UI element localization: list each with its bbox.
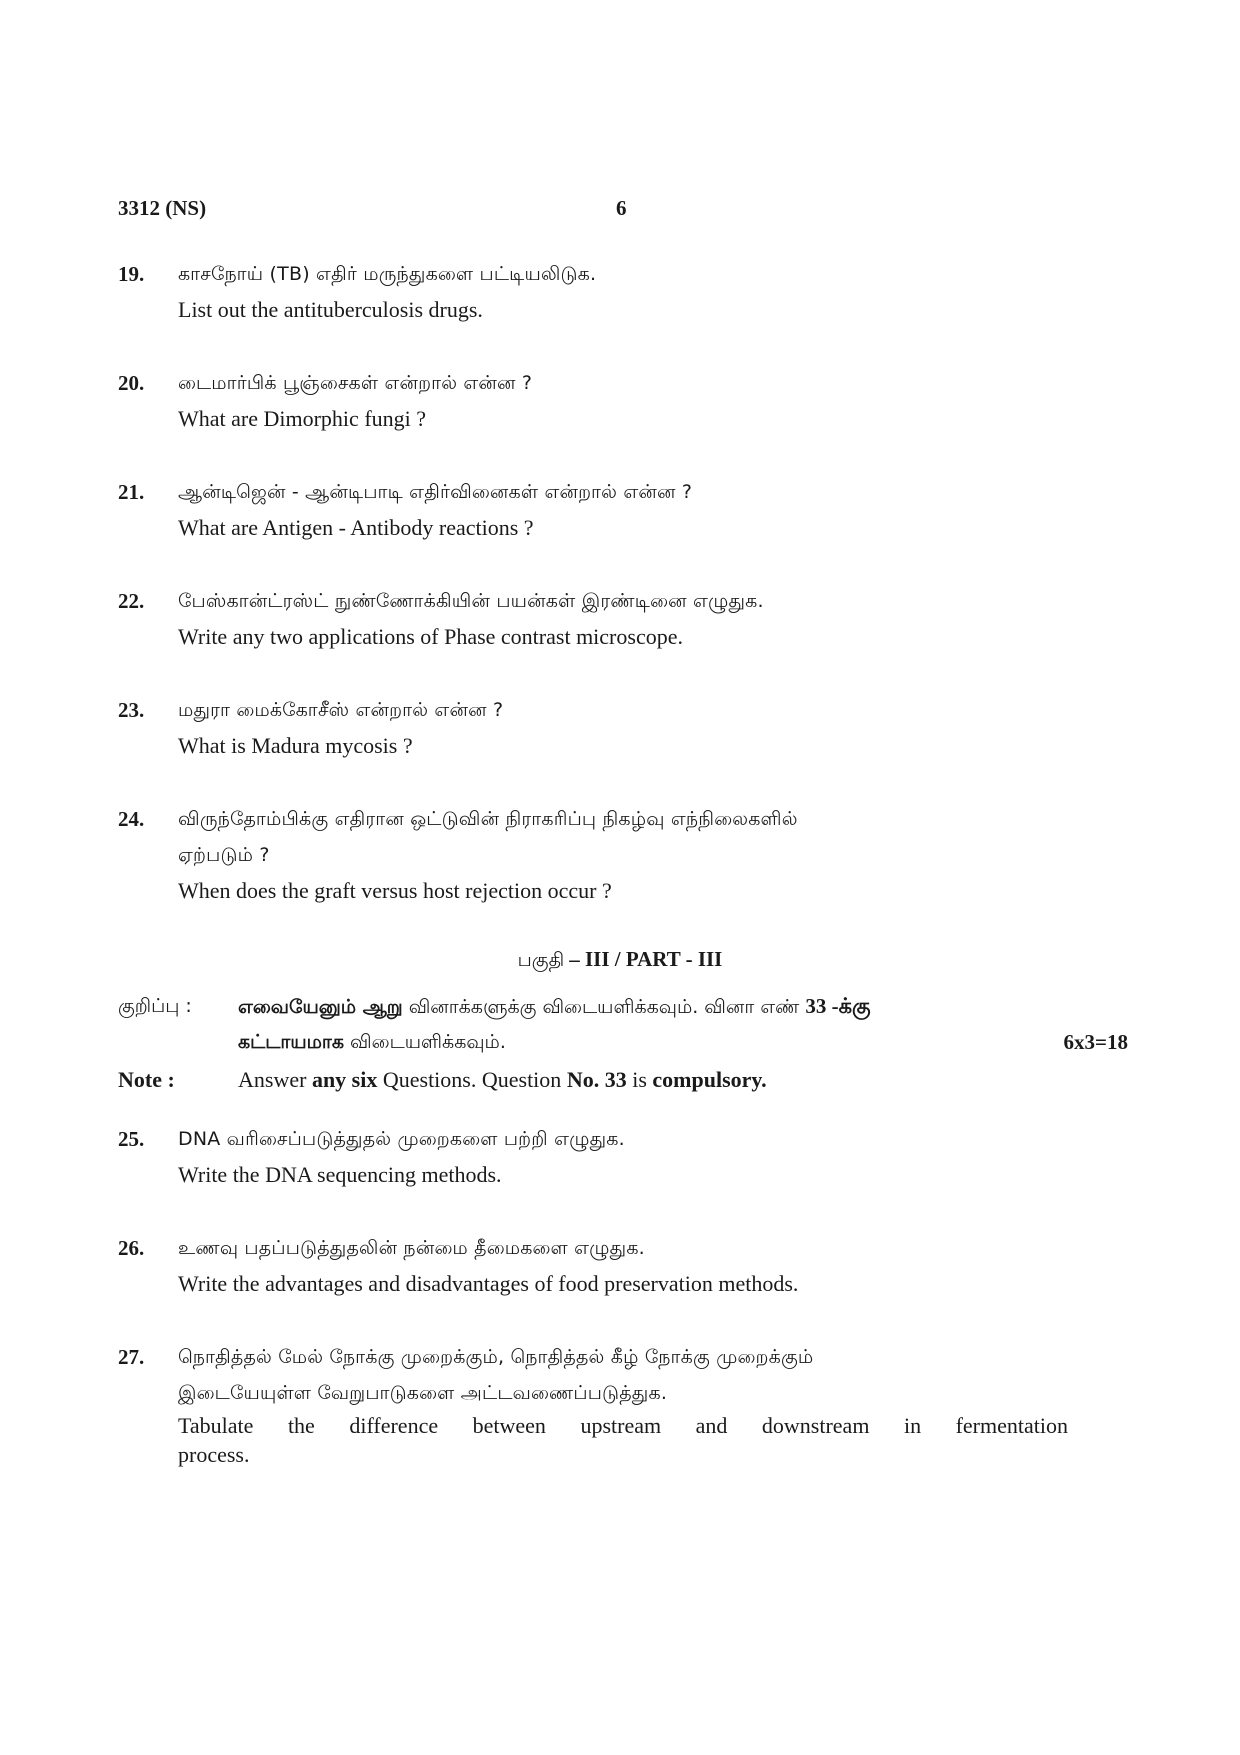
question-text-tamil-line-2: இடையேயுள்ள வேறுபாடுகளை அட்டவணைப்படுத்துக. [178, 1382, 668, 1404]
question-text-english: Write the DNA sequencing methods. [178, 1162, 502, 1187]
note-english-row [118, 1062, 1128, 1098]
question-text-tamil-line-1: விருந்தோம்பிக்கு எதிரான ஒட்டுவின் நிராகரிப்பு நிகழ்வு எந்நிலைகளில் [178, 808, 798, 830]
part-heading-english: – III / PART - III [569, 947, 723, 971]
note-block [118, 988, 1128, 1098]
question-number: 21. [118, 480, 145, 504]
question-text-english: What are Dimorphic fungi ? [178, 406, 427, 431]
note-tamil-row-1 [118, 988, 1128, 1024]
note-emphasis: No. 33 [566, 1067, 627, 1092]
question-text-english: When does the graft versus host rejection occur ? [178, 878, 612, 903]
page-header [118, 196, 1118, 226]
note-text: Questions. Question [382, 1067, 562, 1092]
question-text-tamil: ஆன்டிஜென் - ஆன்டிபாடி எதிர்வினைகள் என்றால் என்ன ? [178, 481, 693, 503]
note-label-tamil: குறிப்பு : [118, 995, 192, 1017]
question-number: 26. [118, 1236, 145, 1260]
note-emphasis: கட்டாயமாக [238, 1031, 344, 1053]
question-text-english: What is Madura mycosis ? [178, 733, 413, 758]
paper-code: 3312 (NS) [118, 196, 207, 220]
marks-scheme: 6x3=18 [1063, 1030, 1128, 1054]
note-emphasis: எவையேனும் ஆறு [238, 996, 403, 1018]
question-number: 25. [118, 1127, 145, 1151]
question-text-english: What are Antigen - Antibody reactions ? [178, 515, 534, 540]
note-text-tamil-2 [238, 1024, 1098, 1060]
note-text: Answer [238, 1067, 307, 1092]
part-heading-tamil: பகுதி [517, 949, 565, 971]
note-question-number: 33 -க்கு [805, 994, 871, 1018]
question-text-english: Write any two applications of Phase contrast microscope. [178, 624, 683, 649]
question-text-tamil: பேஸ்கான்ட்ரஸ்ட் நுண்ணோக்கியின் பயன்கள் இரண்டினை எழுதுக. [178, 590, 764, 612]
note-text: is [632, 1067, 647, 1092]
question-number: 20. [118, 371, 145, 395]
question-text-tamil: டைமார்பிக் பூஞ்சைகள் என்றால் என்ன ? [178, 372, 533, 394]
question-number: 24. [118, 807, 145, 831]
question-text-tamil: DNA வரிசைப்படுத்துதல் முறைகளை பற்றி எழுதுக. [178, 1128, 625, 1150]
question-number: 23. [118, 698, 145, 722]
question-number: 19. [118, 262, 145, 286]
question-text-english-line-1: Tabulate the difference between upstream and downstream in fermentation [178, 1413, 1068, 1438]
page-number: 6 [616, 196, 627, 220]
question-text-tamil: காசநோய் (TB) எதிர் மருந்துகளை பட்டியலிடுக. [178, 263, 597, 285]
note-emphasis: any six [311, 1067, 378, 1092]
question-text-english: Write the advantages and disadvantages of food preservation methods. [178, 1271, 799, 1296]
question-text-tamil-line-1: நொதித்தல் மேல் நோக்கு முறைக்கும், நொதித்தல் கீழ் நோக்கு முறைக்கும் [178, 1346, 814, 1368]
note-tamil-row-2 [118, 1024, 1128, 1060]
question-text-tamil: உணவு பதப்படுத்துதலின் நன்மை தீமைகளை எழுதுக. [178, 1237, 645, 1259]
question-text-english-line-2: process. [178, 1442, 250, 1467]
question-text-tamil: மதுரா மைக்கோசீஸ் என்றால் என்ன ? [178, 699, 504, 721]
part-heading [0, 947, 1240, 974]
note-label-english: Note : [118, 1067, 175, 1092]
note-text-tamil-1 [238, 988, 1098, 1025]
question-text-english: List out the antituberculosis drugs. [178, 297, 483, 322]
note-emphasis: compulsory. [652, 1067, 767, 1092]
note-text: வினாக்களுக்கு விடையளிக்கவும். வினா எண் [408, 996, 800, 1018]
note-text: விடையளிக்கவும். [350, 1031, 506, 1053]
question-number: 22. [118, 589, 145, 613]
question-number: 27. [118, 1345, 145, 1369]
question-text-tamil-line-2: ஏற்படும் ? [178, 844, 270, 866]
note-text-english [238, 1062, 767, 1098]
